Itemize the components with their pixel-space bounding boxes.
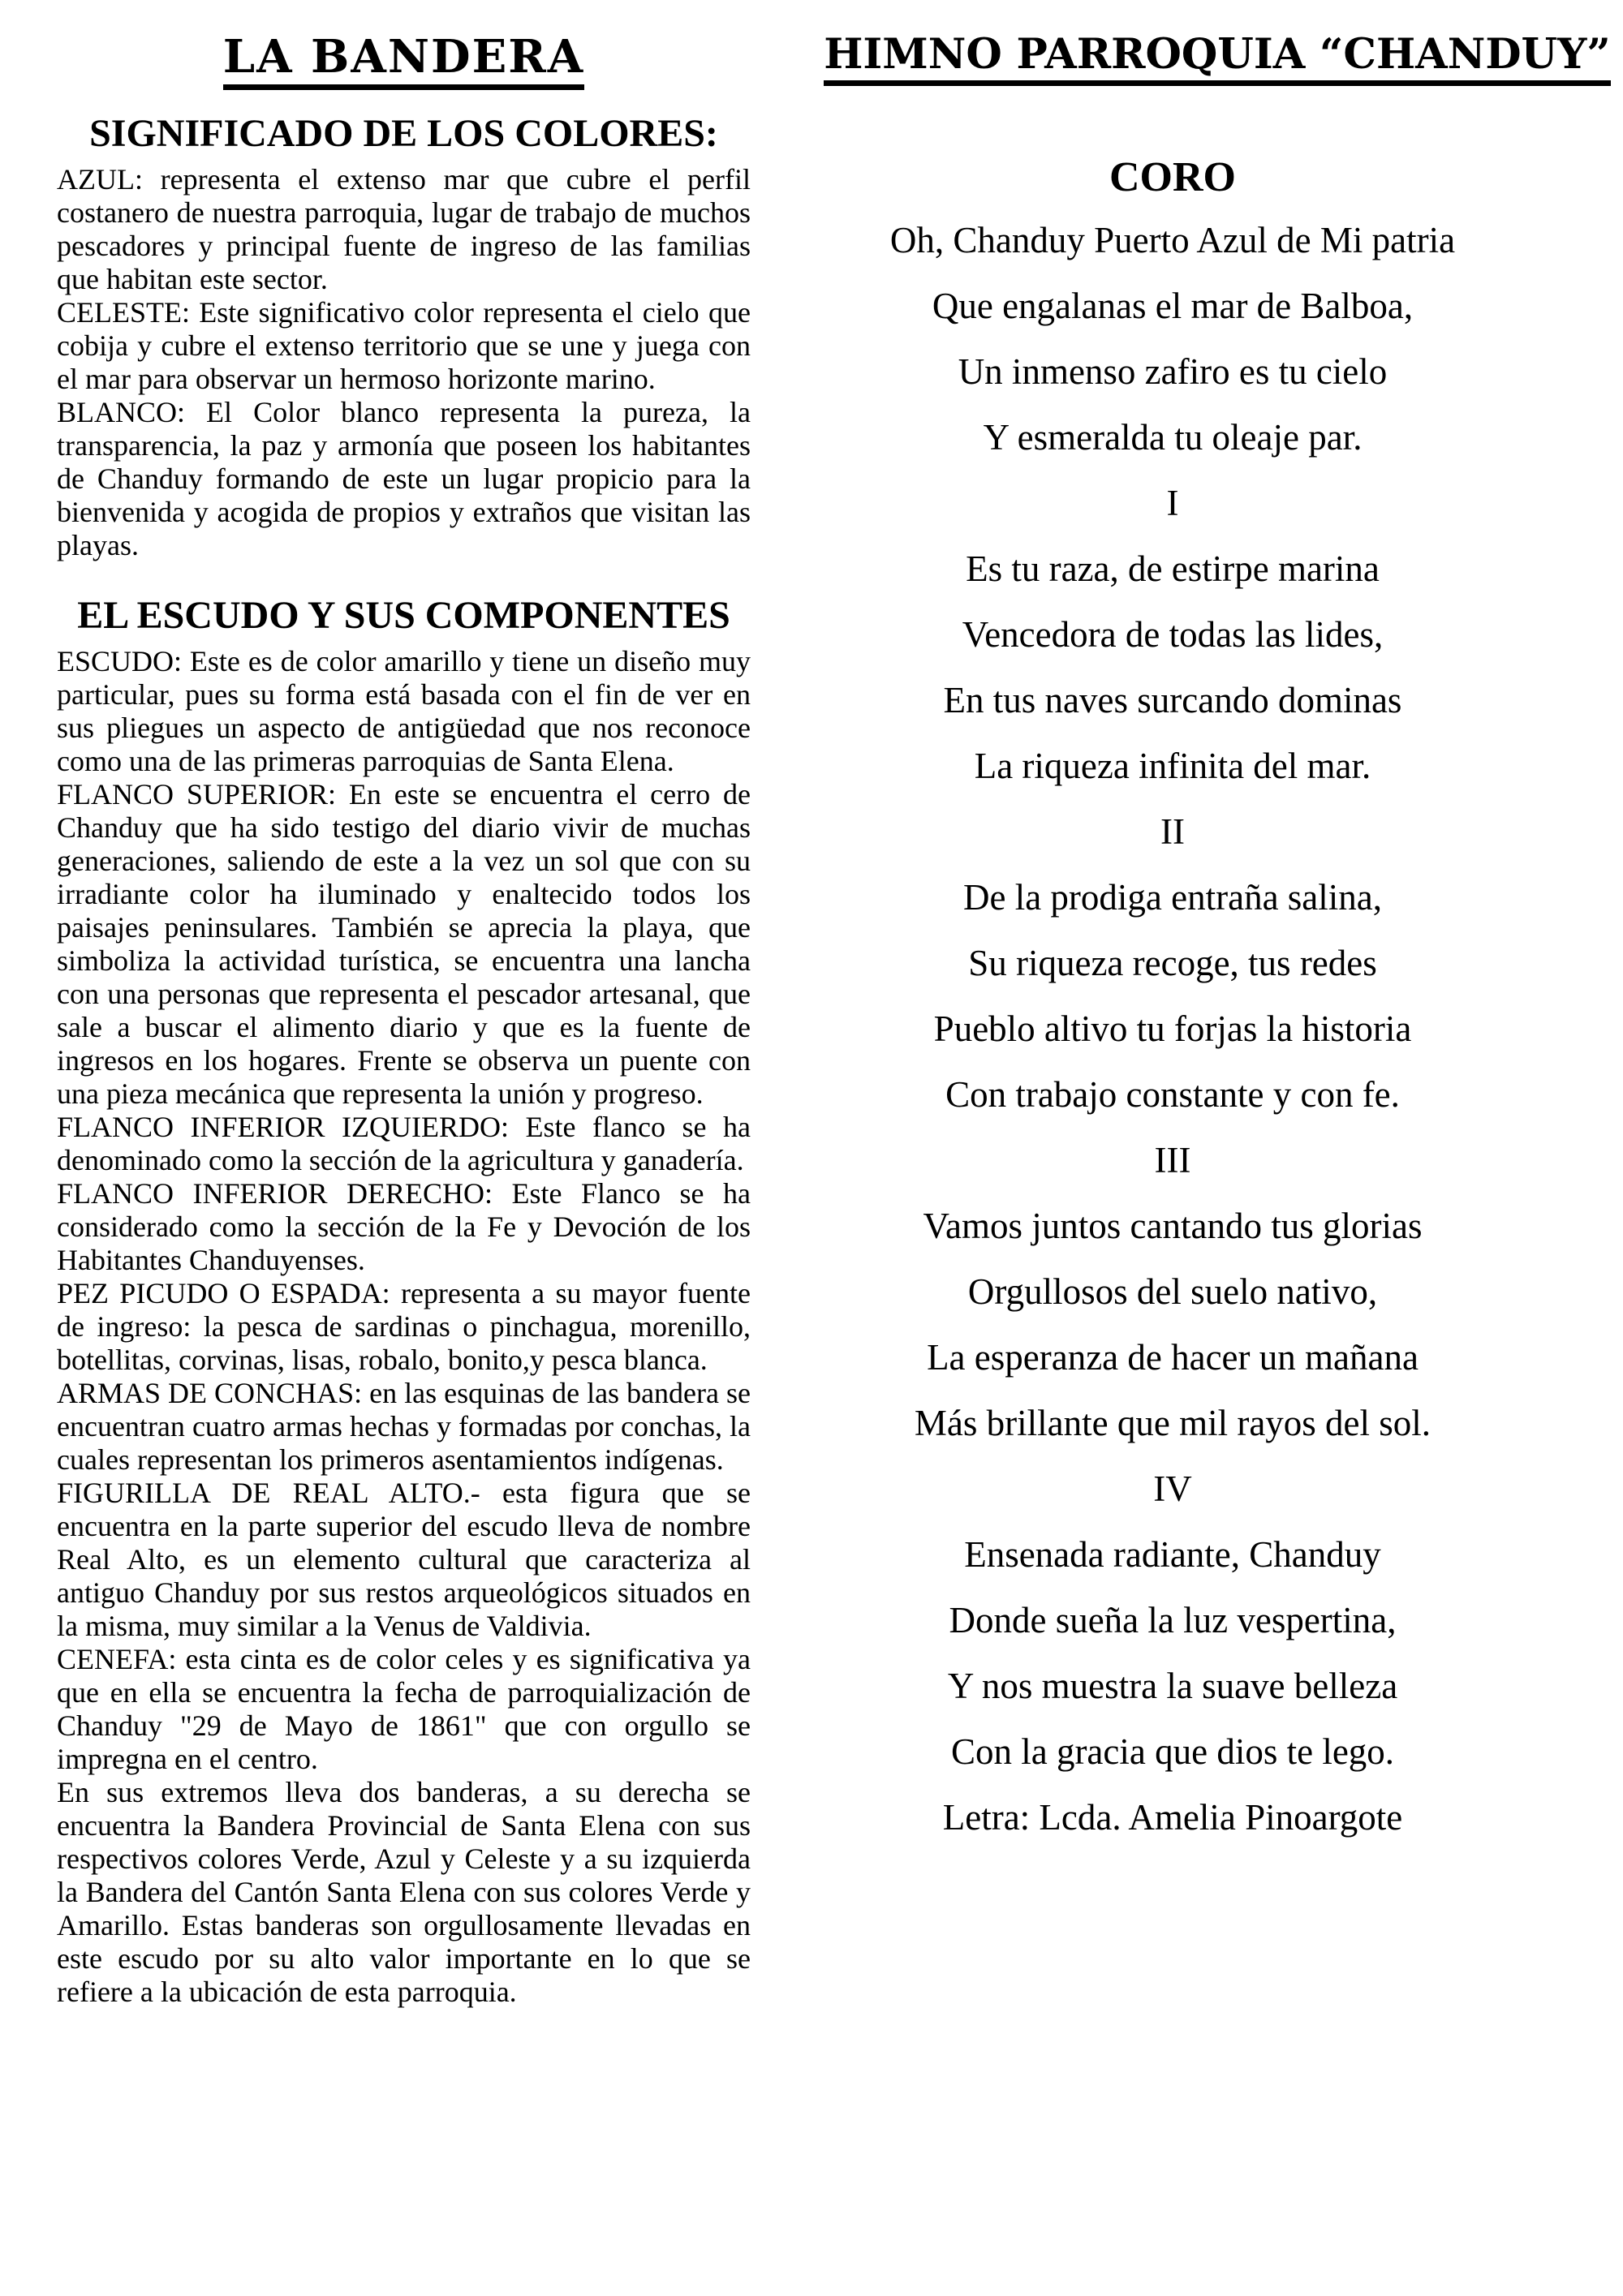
hymn-line: La esperanza de hacer un mañana [927, 1337, 1419, 1378]
hymn-line: De la prodiga entraña salina, [962, 877, 1383, 918]
right-title-wrap [820, 30, 1615, 86]
paragraph: FLANCO INFERIOR DERECHO: Este Flanco se ha considerado como la sección de la Fe y Devoción de los Habitantes Chanduyenses. [57, 1177, 751, 1276]
section-heading: SIGNIFICADO DE LOS COLORES: [89, 112, 718, 155]
column-gap [751, 34, 820, 2296]
hymn-line: Y esmeralda tu oleaje par. [983, 417, 1363, 458]
right-title: HIMNO PARROQUIA “CHANDUY” [824, 34, 1611, 86]
hymn-body [820, 154, 1526, 1851]
hymn-line: Con la gracia que dios te lego. [950, 1731, 1395, 1772]
hymn-line: Que engalanas el mar de Balboa, [932, 286, 1414, 326]
hymn-line: Es tu raza, de estirpe marina [966, 548, 1380, 589]
paragraph: FLANCO SUPERIOR: En este se encuentra el cerro de Chanduy que ha sido testigo del diario vivir de muchas generaciones, saliendo de este a la vez un sol que con su irradiante color ha iluminado y enaltecido todos los paisajes peninsulares. También se aprecia la playa, que simboliza la actividad turística, se encuentra una lancha con una personas que representa el pescador artesanal, que sale a buscar el alimento diario y que es la fuente de ingresos en los hogares. Frente se observa un puente con una pieza mecánica que representa la unión y progreso. [57, 778, 751, 1110]
left-column [57, 30, 751, 2296]
hymn-line: Un inmenso zafiro es tu cielo [958, 351, 1388, 392]
left-title-wrap [57, 30, 751, 90]
hymn-line: Ensenada radiante, Chanduy [964, 1534, 1381, 1575]
paragraph: En sus extremos lleva dos banderas, a su derecha se encuentra la Bandera Provincial de Santa Elena con sus respectivos colores Verde, Azul y Celeste y a su izquierda la Bandera del Cantón Santa Elena con sus colores Verde y Amarillo. Estas banderas son orgullosamente llevadas en este escudo por su alto valor importante en lo que se refiere a la ubicación de esta parroquia. [57, 1776, 751, 2008]
paragraph: ESCUDO: Este es de color amarillo y tiene un diseño muy particular, pues su forma está basada con el fin de ver en sus pliegues un aspecto de antigüedad que nos reconoce como una de las primeras parroquias de Santa Elena. [57, 645, 751, 777]
paragraph: CELESTE: Este significativo color representa el cielo que cobija y cubre el extenso territorio que se une y juega con el mar para observar un hermoso horizonte marino. [57, 296, 751, 395]
paragraph: PEZ PICUDO O ESPADA: representa a su mayor fuente de ingreso: la pesca de sardinas o pinchagua, morenillo, botellitas, corvinas, lisas, robalo, bonito,y pesca blanca. [57, 1277, 751, 1376]
verse-numeral: IV [1153, 1468, 1192, 1509]
hymn-line: Oh, Chanduy Puerto Azul de Mi patria [889, 220, 1456, 260]
hymn-line: Su riqueza recoge, tus redes [968, 943, 1377, 983]
paragraph: BLANCO: El Color blanco representa la pureza, la transparencia, la paz y armonía que poseen los habitantes de Chanduy formando de este un lugar propicio para la bienvenida y acogida de propios y extraños que visitan las playas. [57, 396, 751, 561]
right-column [820, 30, 1615, 2296]
verse-numeral: II [1160, 811, 1185, 852]
hymn-line: Más brillante que mil rayos del sol. [914, 1403, 1431, 1443]
paragraph: FIGURILLA DE REAL ALTO.- esta figura que se encuentra en la parte superior del escudo lleva de nombre Real Alto, es un elemento cultural que caracteriza al antiguo Chanduy por sus restos arqueológicos situados en la misma, muy similar a la Venus de Valdivia. [57, 1477, 751, 1642]
hymn-line: Con trabajo constante y con fe. [945, 1074, 1400, 1115]
paragraph: FLANCO INFERIOR IZQUIERDO: Este flanco se ha denominado como la sección de la agricultura y ganadería. [57, 1111, 751, 1176]
paragraph: CENEFA: esta cinta es de color celes y es significativa ya que en ella se encuentra la fecha de parroquialización de Chanduy "29 de Mayo de 1861" que con orgullo se impregna en el centro. [57, 1643, 751, 1775]
hymn-line: En tus naves surcando dominas [943, 680, 1402, 720]
left-title: LA BANDERA [223, 34, 585, 90]
hymn-line: Y nos muestra la suave belleza [947, 1666, 1398, 1706]
hymn-line: Donde sueña la luz vespertina, [949, 1600, 1397, 1640]
credit-line: Letra: Lcda. Amelia Pinoargote [942, 1797, 1403, 1838]
chorus-label: CORO [1109, 154, 1236, 200]
hymn-line: Vamos juntos cantando tus glorias [923, 1206, 1423, 1246]
hymn-line: Pueblo altivo tu forjas la historia [933, 1008, 1412, 1049]
left-sections [57, 113, 751, 2009]
section-heading: EL ESCUDO Y SUS COMPONENTES [77, 594, 730, 637]
paragraph: ARMAS DE CONCHAS: en las esquinas de las bandera se encuentran cuatro armas hechas y formadas por conchas, la cuales representan los primeros asentamientos indígenas. [57, 1377, 751, 1476]
hymn-line: La riqueza infinita del mar. [974, 746, 1371, 786]
hymn-line: Orgullosos del suelo nativo, [967, 1271, 1378, 1312]
hymn-line: Vencedora de todas las lides, [962, 614, 1384, 655]
verse-numeral: I [1166, 483, 1179, 523]
verse-numeral: III [1154, 1140, 1191, 1180]
paragraph: AZUL: representa el extenso mar que cubre el perfil costanero de nuestra parroquia, lugar de trabajo de muchos pescadores y principal fuente de ingreso de las familias que habitan este sector. [57, 163, 751, 295]
